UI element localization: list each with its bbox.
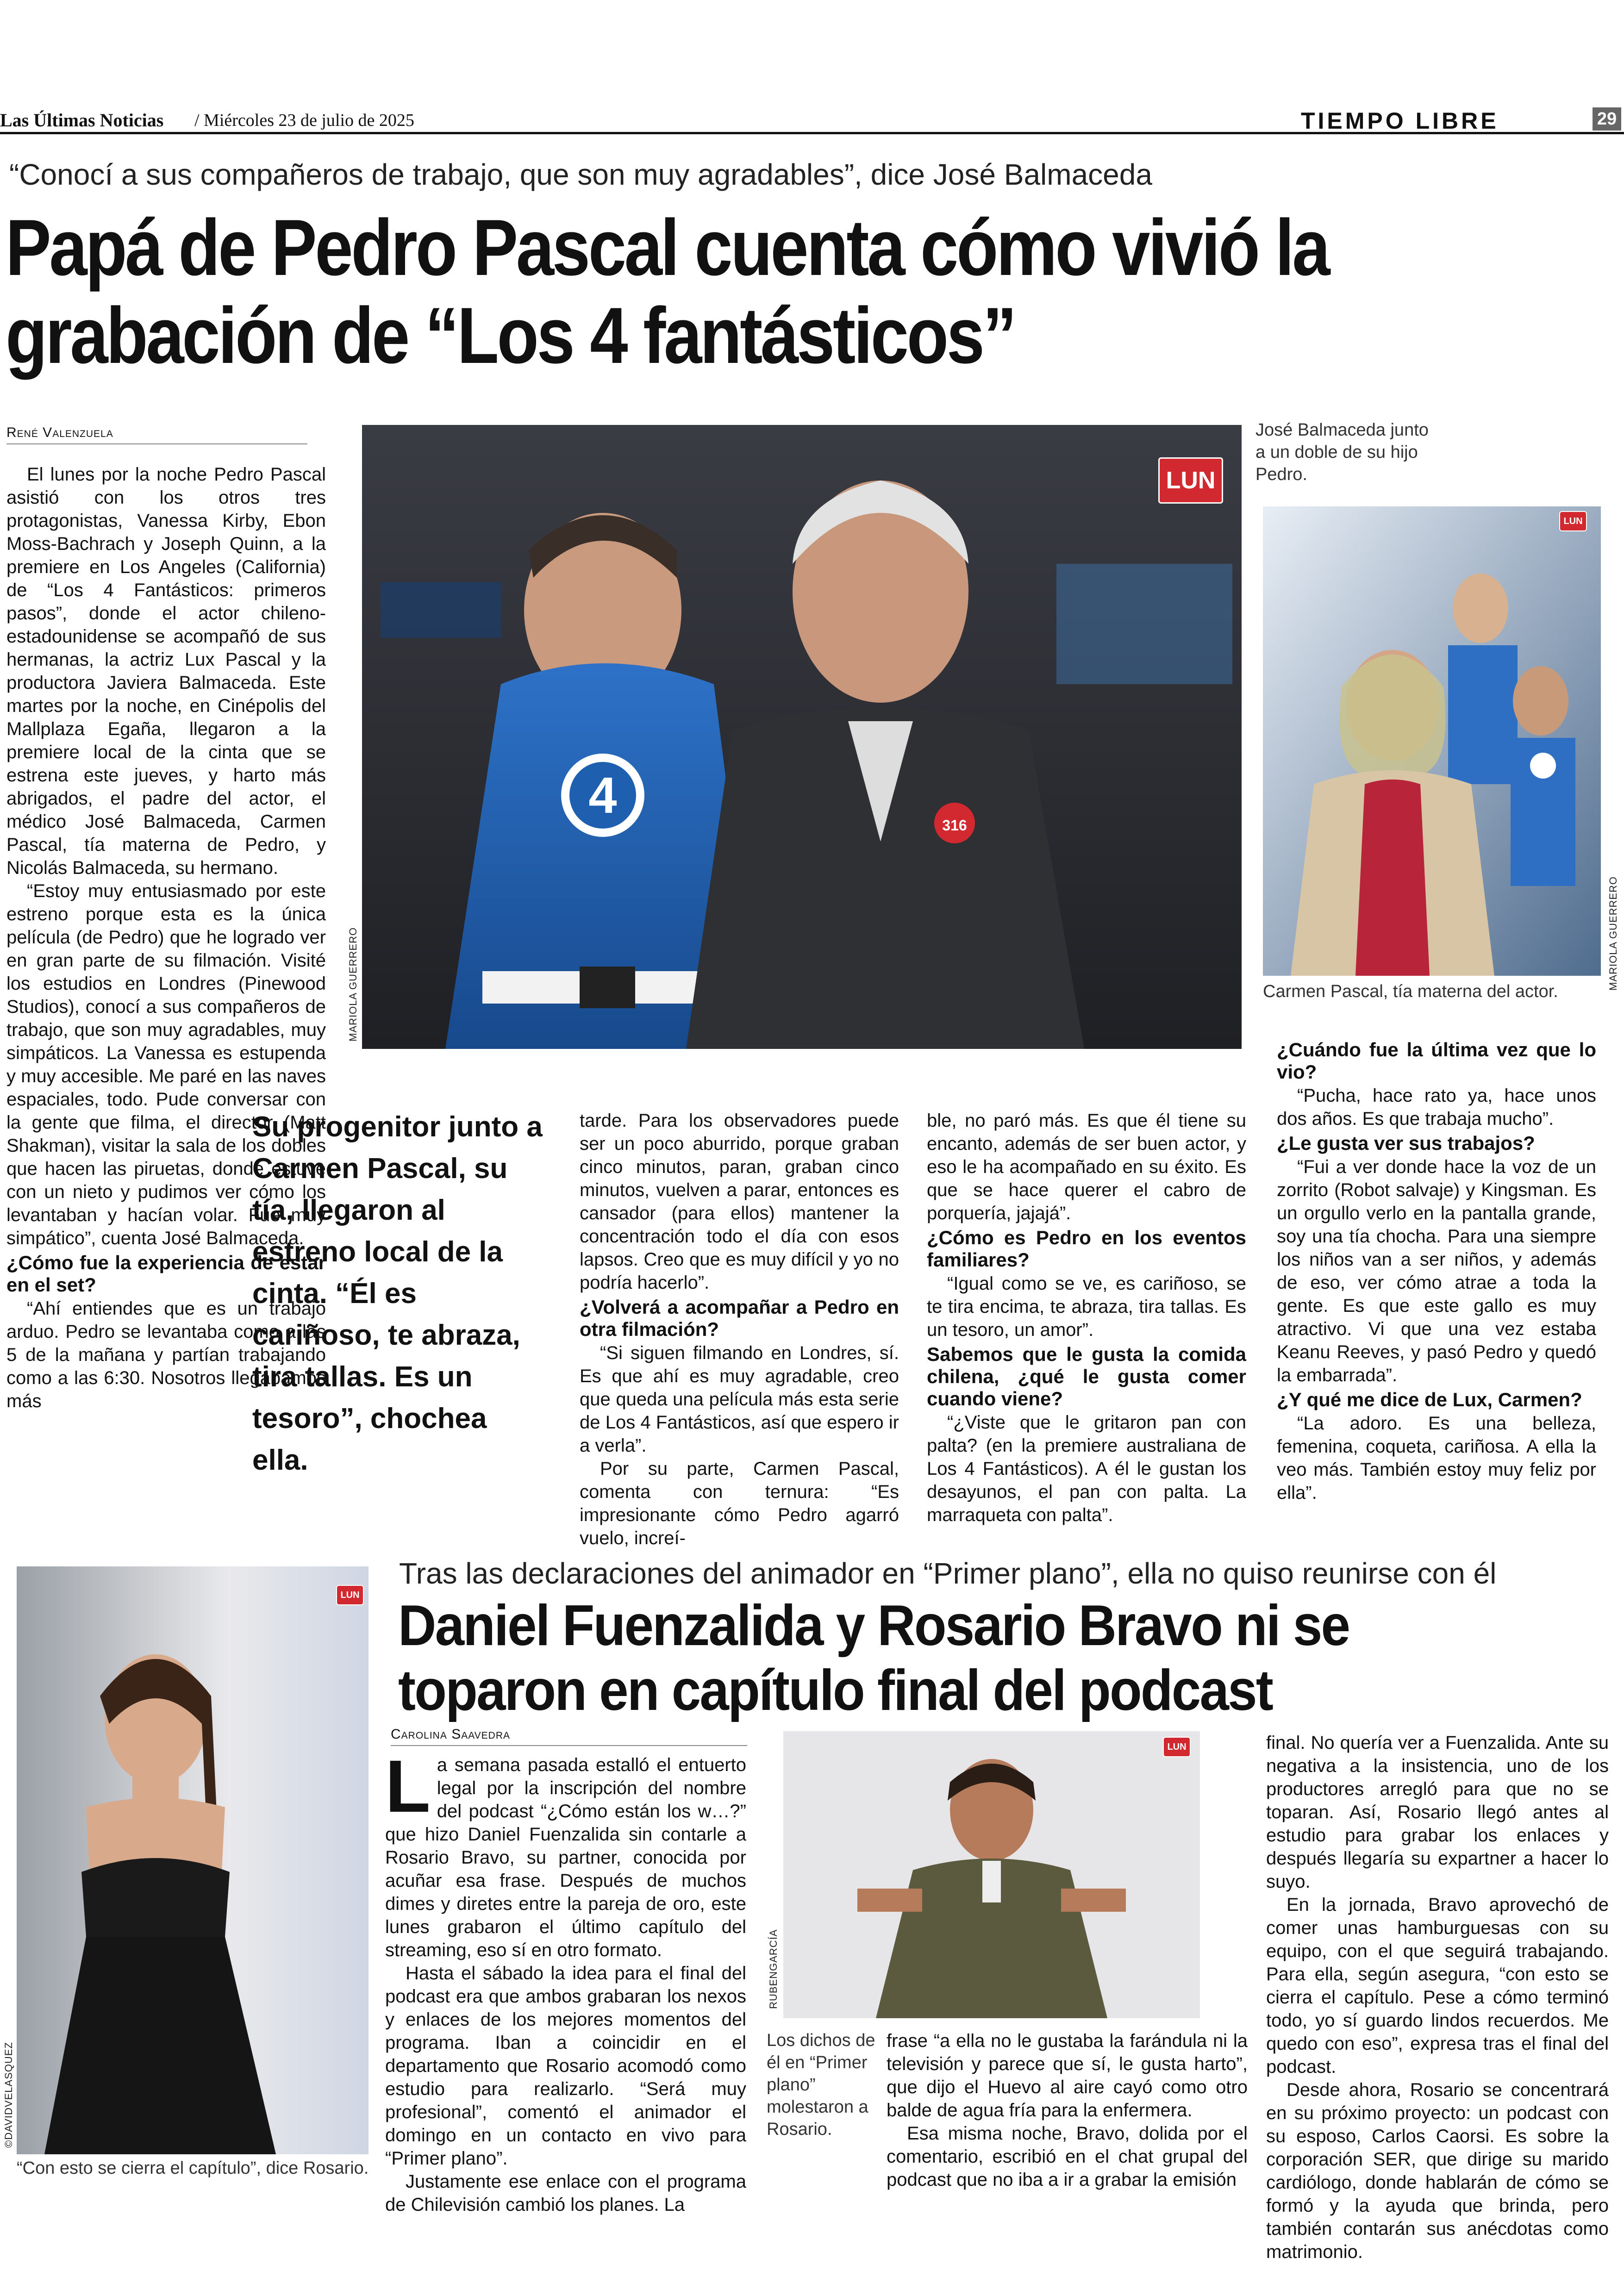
story1-column-5 (1277, 1037, 1596, 1504)
story1-para-1: El lunes por la noche Pedro Pascal asistió con los otros tres protagonistas, Vanessa Kirby, Ebon Moss-Bachrach y Joseph Quinn, a la premiere en Los Angeles (California) de “Los 4 Fantásticos: primeros pasos”, donde el actor chileno-estadounidense se acompañó de sus hermanas, la actriz Lux Pascal y la productora Javiera Balmaceda. Este martes por la noche, en Cinépolis del Mallplaza Egaña, llegaron a la premiere local de la cinta que se estrena este jueves, y harto más abrigados, el padre del actor, el médico José Balmaceda, Carmen Pascal, tía materna de Pedro, y Nicolás Balmaceda, su hermano. (6, 464, 326, 878)
story2-column-3 (1266, 1731, 1609, 2264)
side-photo-caption-top: José Balmaceda junto a un doble de su hijo Pedro. (1255, 420, 1429, 484)
story2-col3-para-3: Desde ahora, Rosario se concentrará en su próximo proyecto: un podcast con su esposo, Carlos Caorsi. Es sobre la corporación SER, que dirige su marido cardiólogo, donde hablarán de cómo se formó y la ayuda que brinda, pero también contarán sus anécdotas como matrimonio. (1266, 2080, 1609, 2262)
story1-byline: René Valenzuela (6, 425, 307, 444)
story1-answer-4: “¿Viste que le gritaron pan con palta? (en la premiere australiana de Los 4 Fantásticos). A él le gustan los desayunos, el pan con palta. La marraqueta con palta”. (927, 1412, 1246, 1525)
story2-col3-para-1: final. No quería ver a Fuenzalida. Ante su negativa a la insistencia, uno de los productores arregló para que no se toparan. Así, Rosario llegó antes al estudio para grabar los enlaces y después llegaría su expartner a hacer lo suyo. (1266, 1733, 1609, 1892)
story1-answer-7: “La adoro. Es una belleza, femenina, coqueta, cariñosa. A ella la veo más. También estoy muy feliz por ella”. (1277, 1413, 1596, 1503)
page-number: 29 (1593, 107, 1621, 131)
story1-question-4: Sabemos que le gusta la comida chilena, ¿qué le gusta comer cuando viene? (927, 1343, 1246, 1409)
story2-column-1 (385, 1745, 746, 2216)
issue-date: / Miércoles 23 de julio de 2025 (194, 111, 414, 130)
story2-headline: Daniel Fuenzalida y Rosario Bravo ni se toparon en capítulo final del podcast (398, 1594, 1349, 1722)
main-photo-balmaceda (362, 425, 1242, 1049)
story1-question-3: ¿Cómo es Pedro en los eventos familiares? (927, 1227, 1246, 1271)
story1-kicker: “Conocí a sus compañeros de trabajo, que son muy agradables”, dice José Balmaceda (9, 158, 1152, 191)
main-photo-credit: MARIOLA GUERRERO (347, 927, 359, 1041)
main-photo-illustration (362, 425, 1242, 1049)
story1-answer-2: “Si siguen filmando en Londres, sí. Es que ahí es muy agradable, creo que queda una película más esta serie de Los 4 Fantásticos, así que espero ir a verla”. (580, 1343, 899, 1456)
paper-name: Las Últimas Noticias (0, 110, 164, 131)
story1-headline: Papá de Pedro Pascal cuenta cómo vivió la grabación de “Los 4 fantásticos” (6, 203, 1329, 380)
story2-col3-para-2: En la jornada, Bravo aprovechó de comer unas hamburguesas con su equipo, con el que seguirá trabajando. Para ella, según asegura, “con esto se cierra el capítulo. Pese a cómo terminó todo, yo sí guardo lindos recuerdos. Me quedo con eso”, expresa tras el final del podcast. (1266, 1895, 1609, 2077)
masthead (0, 106, 1624, 134)
rosario-photo-illustration (17, 1566, 369, 2154)
side-photo-illustration (1263, 506, 1601, 976)
story1-answer-3: “Igual como se ve, es cariñoso, se te tira encima, te abraza, tira tallas. Es un tesoro, un amor”. (927, 1273, 1246, 1340)
lun-badge-side: LUN (1559, 511, 1587, 531)
rosario-photo-caption: “Con esto se cierra el capítulo”, dice Rosario. (17, 2158, 369, 2178)
pull-quote: Su progenitor junto a Carmen Pascal, su tía, llegaron al estreno local de la cinta. “Él es cariñoso, te abraza, tira tallas. Es un tesoro”, chochea ella. (252, 1111, 543, 1476)
story1-question-2: ¿Volverá a acompañar a Pedro en otra filmación? (580, 1296, 899, 1340)
lun-badge-rosario: LUN (336, 1585, 364, 1605)
story1-col4-text: ble, no paró más. Es que él tiene su encanto, además de ser buen actor, y eso le ha acompañado en su éxito. Es que se hace querer el cabro de porquería, jajajá”. (927, 1110, 1246, 1223)
story1-answer-2b: Por su parte, Carmen Pascal, comenta con ternura: “Es impresionante cómo Pedro agarró vuelo, increí- (580, 1459, 899, 1548)
story1-question-5: ¿Cuándo fue la última vez que lo vio? (1277, 1039, 1596, 1083)
story2-col2-text: frase “a ella no le gustaba la farándula ni la televisión y parece que sí, le gusta harto”, que dijo el Huevo al aire cayó como otro balde de agua fría para la enfermera. (887, 2031, 1248, 2120)
side-photo-credit: MARIOLA GUERRERO (1607, 876, 1619, 991)
story1-answer-1: “Ahí entiendes que es un trabajo arduo. Pedro se levantaba como a las 5 de la mañana y partían trabajando como a las 6:30. Nosotros llegábamos más (6, 1298, 326, 1411)
story2-para-2: Hasta el sábado la idea para el final del podcast era que ambos grabaran los nexos y enlaces de los mejores momentos del programa. Iban a coincidir en el departamento que Rosario acomodó como estudio para realizarlo. “Será muy profesional”, comentó el animador el domingo en un contacto en vivo para “Primer plano”. (385, 1963, 746, 2169)
story2-column-2 (887, 2029, 1248, 2191)
lun-badge: LUN (1158, 457, 1223, 504)
story1-column-4 (927, 1109, 1246, 1527)
rosario-photo-credit: ©DAVIDVELASQUEZ (3, 2042, 14, 2148)
story2-para-3: Justamente ese enlace con el programa de Chilevisión cambió los planes. La (385, 2171, 746, 2215)
fuenzalida-photo-caption: Los dichos de él en “Primer plano” molestaron a Rosario. (767, 2031, 875, 2139)
svg-text:4: 4 (588, 767, 617, 824)
section-name: TIEMPO LIBRE (1301, 108, 1499, 134)
side-photo-caption-bottom: Carmen Pascal, tía materna del actor. (1263, 982, 1558, 1001)
story1-question-7: ¿Y qué me dice de Lux, Carmen? (1277, 1389, 1582, 1410)
story1-para-2: “Estoy muy entusiasmado por este estreno porque esta es la única película (de Pedro) que he logrado ver en gran parte de su filmación. Visité los estudios en Londres (Pinewood Studios), conocí a sus compañeros de trabajo, que son muy agradables, muy simpáticos. La Vanessa es estupenda y muy accesible. Me paré en las naves espaciales, todo. Pude conversar con la gente que filma, el director (Matt Shakman), visitar la sala de los dobles que hacen las piruetas, donde estuve con un nieto y pudimos ver cómo los levantaban y hacían volar. Fue muy simpático”, cuenta José Balmaceda. (6, 881, 326, 1248)
side-photo-carmen (1263, 506, 1601, 976)
story1-answer-6: “Fui a ver donde hace la voz de un zorrito (Robot salvaje) y Kingsman. Es un orgullo verlo en la pantalla grande, soy una tía chocha. Para una siempre los niños van a ser niños, y además de eso, ver cómo atrae a toda la gente. Es que este gallo es muy atractivo. Vi que una vez estaba Keanu Reeves, y pasó Pedro y quedó la embarrada”. (1277, 1157, 1596, 1385)
story1-question-1: ¿Cómo fue la experiencia de estar en el set? (6, 1252, 326, 1296)
story1-column-3 (580, 1109, 899, 1550)
story1-question-6: ¿Le gusta ver sus trabajos? (1277, 1132, 1535, 1154)
story2-col2b-text: Esa misma noche, Bravo, dolida por el comentario, escribió en el chat grupal del podcast que no iba a ir a grabar la emisión (887, 2123, 1248, 2190)
dropcap: L (385, 1745, 431, 1827)
story2-para-1: a semana pasada estalló el entuerto legal por la inscripción del nombre del podcast “¿Cómo están los w…?” que hizo Daniel Fuenzalida sin contarle a Rosario Bravo, su partner, conocida por acuñar esa frase. Después de muchos dimes y diretes entre la pareja de oro, este lunes grabaron el último capítulo del streaming, eso sí en otro formato. (385, 1755, 746, 1960)
photo-rosario-bravo (17, 1566, 369, 2154)
photo-daniel-fuenzalida (783, 1731, 1200, 2018)
story1-answer-5: “Pucha, hace rato ya, hace unos dos años. Es que trabaja mucho”. (1277, 1085, 1596, 1129)
lapel-pin-number: 316 (942, 817, 967, 834)
lun-badge-fuenzalida: LUN (1163, 1737, 1191, 1757)
story2-kicker: Tras las declaraciones del animador en “Primer plano”, ella no quiso reunirse con él (399, 1557, 1497, 1590)
story2-byline: Carolina Saavedra (391, 1727, 747, 1746)
story1-col3-text: tarde. Para los observadores puede ser un poco aburrido, porque graban cinco minutos, paran, graban cinco minutos, vuelven a parar, entonces es cansador (para ellos) mantener la concentración todo el día con esos lapsos. Creo que es muy difícil y yo no podría hacerlo”. (580, 1110, 899, 1293)
fuenzalida-photo-credit: RUBENGARCÍA (768, 1929, 779, 2009)
fuenzalida-photo-illustration (783, 1731, 1200, 2018)
